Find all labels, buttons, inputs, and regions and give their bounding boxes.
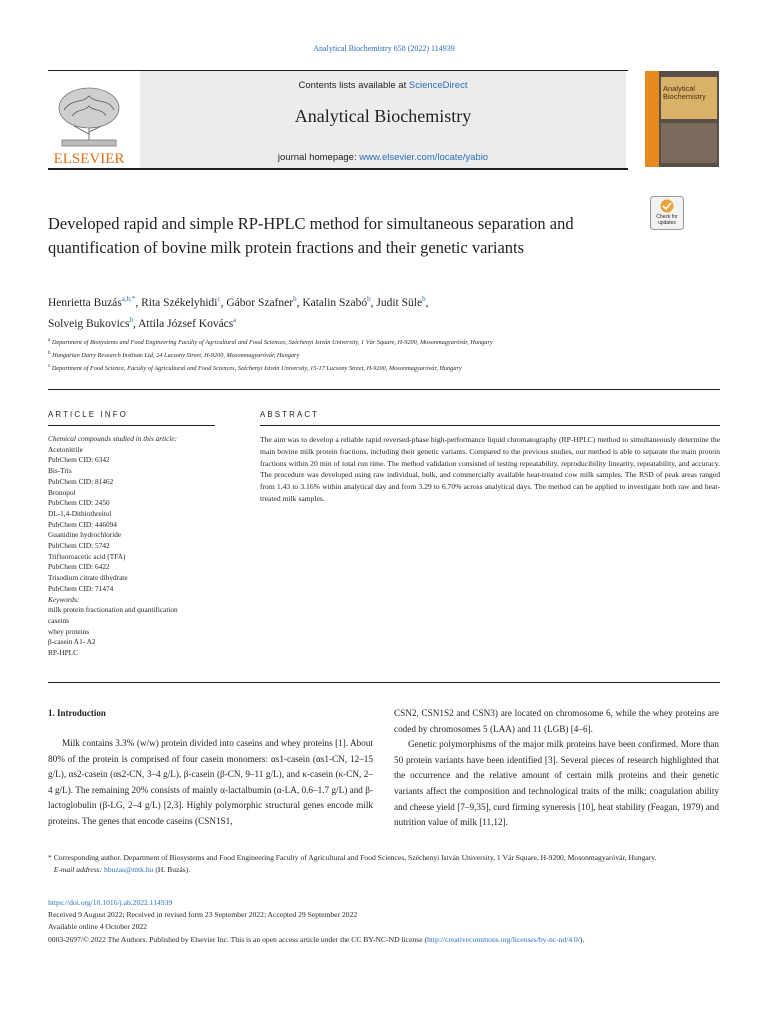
keyword-item: RP-HPLC xyxy=(48,648,79,658)
elsevier-wordmark: ELSEVIER xyxy=(53,151,125,166)
corresponding-author-note: * Corresponding author. Department of Biosystems and Food Engineering Faculty of Agricultural and Food Sciences, Széchenyi István University, 1 Vár Square, H-9200, Mosonmagyaróvár, Hungary. xyxy=(48,853,657,862)
author-name: Henrietta Buzás xyxy=(48,296,122,309)
journal-homepage-link[interactable]: www.elsevier.com/locate/yabio xyxy=(359,152,489,163)
abstract-bottom-rule xyxy=(48,682,720,683)
compound-item: PubChem CID: 81462 xyxy=(48,476,114,486)
affiliation-list xyxy=(48,335,728,374)
author-name: Katalin Szabó xyxy=(302,296,368,309)
author-affiliation-mark[interactable]: a xyxy=(233,316,237,325)
email-link[interactable]: hbuzas@mtk.hu xyxy=(104,865,154,875)
abstract-rule xyxy=(260,425,720,426)
compound-item: DL-1,4-Dithiothreitol xyxy=(48,508,112,518)
sciencedirect-link[interactable]: ScienceDirect xyxy=(408,80,468,91)
compound-item: Bis-Tris xyxy=(48,466,72,476)
footnotes xyxy=(48,852,720,876)
compound-item: PubChem CID: 6342 xyxy=(48,455,110,465)
email-line xyxy=(48,864,720,876)
compound-item: PubChem CID: 446094 xyxy=(48,519,117,529)
license-prefix: 0003-2697/© 2022 The Authors. Published by Elsevier Inc. This is an open access article under the CC BY-NC-ND license ( xyxy=(48,934,427,944)
received-dates: Received 9 August 2022; Received in revised form 23 September 2022; Accepted 29 September 2022 xyxy=(48,910,358,920)
affiliation-item xyxy=(48,361,728,374)
affiliation-key: a xyxy=(48,338,51,343)
contents-prefix: Contents lists available at xyxy=(298,80,409,91)
affiliation-text: Department of Biosystems and Food Engineering Faculty of Agricultural and Food Sciences, Széchenyi István University, 1 Vár Square, H-9200, Mosonmagyaróvár, Hungary xyxy=(51,339,493,347)
section-divider xyxy=(48,389,720,390)
compound-item: Trisodium citrate dihydrate xyxy=(48,573,128,583)
compound-item: Guanidine hydrochloride xyxy=(48,530,122,540)
compound-item: PubChem CID: 6422 xyxy=(48,562,110,572)
author-list: Henrietta Buzás$^{a,b,*}$, Rita Székelyhidi$^c$, Gábor Szafner$^b$, Katalin Szabó$^b$, Judit Süle$^b$, Solveig Bukovics$^b$, Attila József Kovács$^a$ xyxy=(48,295,429,331)
email-label: E-mail address: xyxy=(53,865,105,875)
online-date: Available online 4 October 2022 xyxy=(48,922,147,932)
license-suffix: ). xyxy=(579,934,585,944)
doi-link[interactable]: https://doi.org/10.1016/j.ab.2022.114939 xyxy=(48,898,173,907)
check-for-updates-label[interactable]: Check for updates xyxy=(656,214,678,226)
affiliation-text: Department of Food Science, Faculty of Agricultural and Food Sciences, Széchenyi István University, 15-17 Lucsony Street, H-9200, Mosonmagyaróvár, Hungary xyxy=(51,365,462,373)
citation-link[interactable]: Analytical Biochemistry 658 (2022) 114939 xyxy=(313,44,455,53)
keyword-item: caseins xyxy=(48,615,70,625)
article-info-heading: ARTICLE INFO xyxy=(48,410,128,419)
compound-item: PubChem CID: 5742 xyxy=(48,541,110,551)
body-column-left xyxy=(48,736,373,830)
cover-title: Analytical Biochemistry xyxy=(663,84,706,101)
keyword-item: milk protein fractionation and quantification xyxy=(48,605,178,615)
author-affiliation-mark[interactable]: b xyxy=(293,295,297,303)
author-name: Solveig Bukovics xyxy=(48,318,130,331)
intro-paragraph: Milk contains 3.3% (w/w) protein divided into caseins and whey proteins [1]. About 80% of the protein is comprised of four casein monomers: αs1-casein (αs1-CN, 12–15 g/L), αs2-casein (αs2-CN, 3–4 g/L), β-casein (β-CN, 9–11 g/L), and κ-casein (κ-CN, 2–4 g/L). The remaining 20% consists of mainly α-lactalbumin (α-LA, 0.6–1.7 g/L) and β-lactoglobulin (β-LG, 2–4 g/L) [2,3]. Highly polymorphic structural genes encode milk proteins. The genes that encode caseins (CSN1S1, xyxy=(48,738,373,826)
affiliation-text: Hungarian Dairy Research Institute Ltd, 24 Lucsony Street, H-9200, Mosonmagyaróvár, Hungary xyxy=(52,352,300,360)
author-affiliation-mark[interactable]: b xyxy=(422,295,426,303)
header-rule-bottom xyxy=(48,168,628,170)
compound-item: Trifluoroacetic acid (TFA) xyxy=(48,551,126,561)
author-name: Judit Süle xyxy=(376,296,423,309)
author-name: Gábor Szafner xyxy=(226,296,294,309)
article-info-rule xyxy=(48,425,215,426)
keyword-item: β-casein A1- A2 xyxy=(48,637,96,647)
abstract-heading: ABSTRACT xyxy=(260,410,320,419)
cover-image xyxy=(661,123,717,163)
intro-paragraph: Genetic polymorphisms of the major milk proteins have been confirmed. More than 50 protein variants have been identified [3]. Several pieces of research highlighted that the occurrence and the relative amount of certain milk proteins and their genetic variants affect the composition and technological traits of the milk: coagulation ability and cheese yield [7–9,35], curd firming syneresis [10], heat stability (Feagan, 1979) and nutrition value of milk [11,12]. xyxy=(394,739,719,828)
journal-homepage-line xyxy=(140,152,626,163)
homepage-prefix: journal homepage: xyxy=(277,152,360,163)
affiliation-item xyxy=(48,335,728,348)
affiliation-key: b xyxy=(48,351,51,357)
license-link[interactable]: http://creativecommons.org/licenses/by-nc-nd/4.0/ xyxy=(427,934,580,944)
contents-line xyxy=(140,80,626,91)
author-affiliation-mark[interactable]: c xyxy=(217,295,221,303)
compound-item: Bronopol xyxy=(48,487,76,497)
journal-cover-thumbnail[interactable] xyxy=(645,71,719,167)
compound-item: Acetonitrile xyxy=(48,444,83,454)
license-line xyxy=(48,934,720,946)
publication-info xyxy=(48,897,720,946)
keyword-item: whey proteins xyxy=(48,626,90,636)
article-info-list xyxy=(48,434,233,659)
journal-citation[interactable] xyxy=(0,44,768,53)
abstract-text: The aim was to develop a reliable rapid reversed-phase high-performance liquid chromatography (RP-HPLC) method to simultaneously determine the main bovine milk protein fractions, including their genetic variants. Compared to the previous studies, our method is able to separate the main protein fractions within 20 min of total run time. The method validation consisted of testing repeatability, reproducibility linearity, repeatability, and accuracy. The procedure was developed using raw individual, bulk, and commercially available heat-treated cow milk samples. The RSD of peak areas ranged from 1.43 to 3.16% within analytical day and from 3.29 to 6.70% across analytical days. The method can be applied to investigate both raw and heat-treated milk samples. xyxy=(260,435,720,503)
compound-item: PubChem CID: 71474 xyxy=(48,583,114,593)
affiliation-item xyxy=(48,348,728,361)
author-affiliation-mark[interactable]: b xyxy=(129,316,133,325)
journal-title: Analytical Biochemistry xyxy=(294,106,472,126)
email-suffix: (H. Buzás). xyxy=(153,865,191,875)
cover-stripe xyxy=(645,71,659,167)
author-affiliation-mark[interactable]: a,b,* xyxy=(121,295,136,303)
author-name: Rita Székelyhidi xyxy=(141,296,218,309)
paper-title: Developed rapid and simple RP-HPLC method for simultaneous separation and quantification of bovine milk protein fractions and their genetic variants xyxy=(48,214,574,257)
introduction-heading: 1. Introduction xyxy=(48,708,106,718)
compounds-label: Chemical compounds studied in this article: xyxy=(48,434,178,443)
intro-paragraph: CSN2, CSN1S2 and CSN3) are located on chromosome 6, while the whey proteins are coded by chromosomes 5 (LAA) and 11 (LGB) [4–6]. xyxy=(394,708,719,734)
affiliation-key: c xyxy=(48,364,51,370)
keywords-label: Keywords: xyxy=(48,594,80,604)
author-affiliation-mark[interactable]: b xyxy=(367,295,371,303)
author-name: Attila József Kovács xyxy=(138,318,234,331)
elsevier-logo xyxy=(48,78,130,166)
compound-item: PubChem CID: 2450 xyxy=(48,498,110,508)
body-column-right xyxy=(394,706,719,831)
